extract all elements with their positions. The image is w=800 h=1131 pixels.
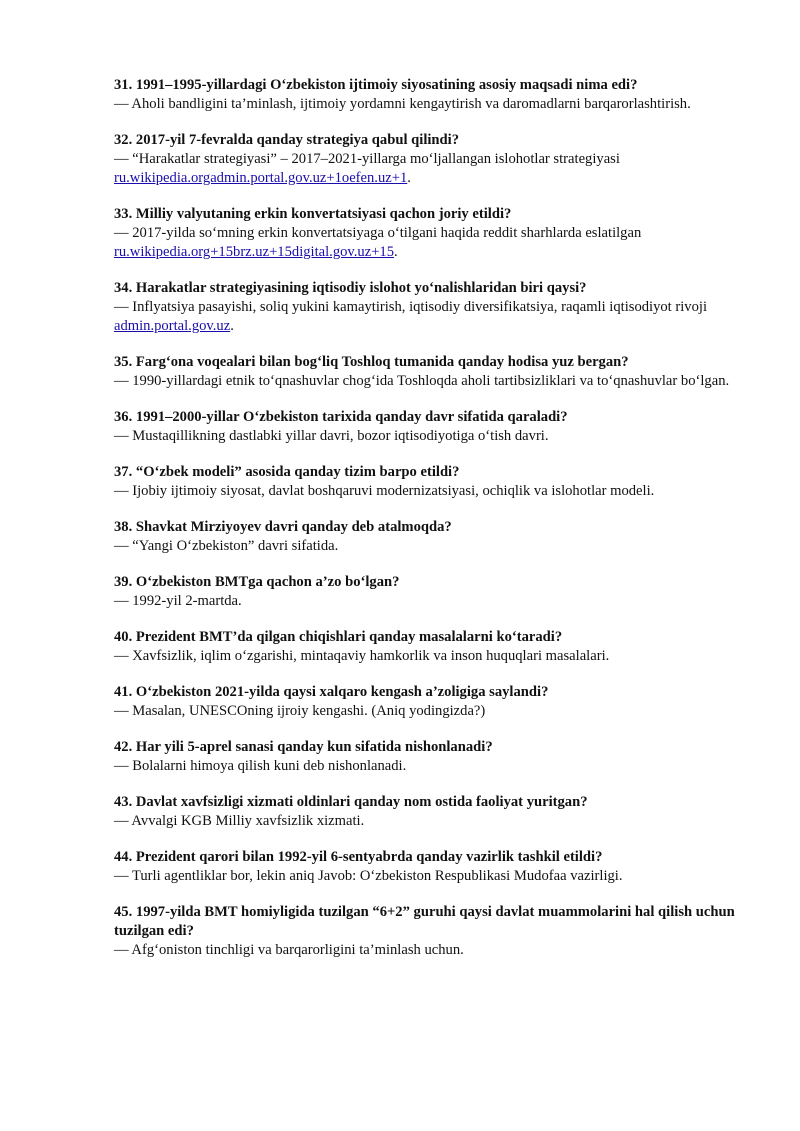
answer-41 bbox=[114, 702, 742, 721]
answer-38 bbox=[114, 537, 742, 556]
qa-item-40 bbox=[114, 628, 742, 666]
qa-item-34 bbox=[114, 279, 742, 336]
question-34: 34. Harakatlar strategiyasining iqtisodiy islohot yo‘nalishlaridan biri qaysi? bbox=[114, 280, 587, 296]
qa-item-31 bbox=[114, 76, 742, 114]
question-39: 39. O‘zbekiston BMTga qachon a’zo bo‘lgan? bbox=[114, 574, 400, 590]
answer-42 bbox=[114, 757, 742, 776]
question-33: 33. Milliy valyutaning erkin konvertatsiyasi qachon joriy etildi? bbox=[114, 206, 512, 222]
answer-35-text: — 1990-yillardagi etnik to‘qnashuvlar chog‘ida Toshloqda aholi tartibsizliklari va to‘qnashuvlar bo‘lgan. bbox=[114, 373, 730, 389]
question-37: 37. “O‘zbek modeli” asosida qanday tizim barpo etildi? bbox=[114, 464, 460, 480]
qa-item-42 bbox=[114, 738, 742, 776]
answer-34-tail: . bbox=[230, 318, 234, 334]
answer-37 bbox=[114, 482, 742, 501]
answer-44 bbox=[114, 867, 742, 886]
answer-33-text: — 2017-yilda so‘mning erkin konvertatsiyaga o‘tilgani haqida reddit sharhlarda eslatilgan bbox=[114, 225, 642, 241]
answer-35 bbox=[114, 372, 742, 391]
answer-42-text: — Bolalarni himoya qilish kuni deb nishonlanadi. bbox=[114, 758, 407, 774]
qa-item-33 bbox=[114, 205, 742, 262]
source-link-34[interactable]: admin.portal.gov.uz bbox=[114, 318, 231, 334]
qa-item-37 bbox=[114, 463, 742, 501]
question-43: 43. Davlat xavfsizligi xizmati oldinlari qanday nom ostida faoliyat yuritgan? bbox=[114, 794, 588, 810]
source-link-32[interactable]: ru.wikipedia.orgadmin.portal.gov.uz+1oefen.uz+1 bbox=[114, 170, 408, 186]
answer-34 bbox=[114, 298, 742, 336]
source-link-33[interactable]: ru.wikipedia.org+15brz.uz+15digital.gov.uz+15 bbox=[114, 244, 395, 260]
answer-36-text: — Mustaqillikning dastlabki yillar davri, bozor iqtisodiyotiga o‘tish davri. bbox=[114, 428, 549, 444]
answer-34-text: — Inflyatsiya pasayishi, soliq yukini kamaytirish, iqtisodiy diversifikatsiya, raqamli iqtisodiyot rivoji bbox=[114, 299, 708, 315]
question-35: 35. Farg‘ona voqealari bilan bog‘liq Toshloq tumanida qanday hodisa yuz bergan? bbox=[114, 354, 629, 370]
answer-44-text: — Turli agentliklar bor, lekin aniq Javob: O‘zbekiston Respublikasi Mudofaa vazirligi. bbox=[114, 868, 623, 884]
answer-31 bbox=[114, 95, 742, 114]
qa-item-43 bbox=[114, 793, 742, 831]
answer-41-text: — Masalan, UNESCOning ijroiy kengashi. (Aniq yodingizda?) bbox=[114, 703, 486, 719]
qa-item-32 bbox=[114, 131, 742, 188]
answer-37-text: — Ijobiy ijtimoiy siyosat, davlat boshqaruvi modernizatsiyasi, ochiqlik va islohotlar modeli. bbox=[114, 483, 655, 499]
answer-43-text: — Avvalgi KGB Milliy xavfsizlik xizmati. bbox=[114, 813, 365, 829]
answer-39-text: — 1992-yil 2-martda. bbox=[114, 593, 242, 609]
answer-31-text: — Aholi bandligini ta’minlash, ijtimoiy yordamni kengaytirish va daromadlarni barqarorlashtirish. bbox=[114, 96, 691, 112]
answer-39 bbox=[114, 592, 742, 611]
question-45: 45. 1997-yilda BMT homiyligida tuzilgan “6+2” guruhi qaysi davlat muammolarini hal qilish uchun tuzilgan edi? bbox=[114, 904, 735, 939]
question-40: 40. Prezident BMT’da qilgan chiqishlari qanday masalalarni ko‘taradi? bbox=[114, 629, 563, 645]
answer-45-text: — Afg‘oniston tinchligi va barqarorligini ta’minlash uchun. bbox=[114, 942, 464, 958]
qa-item-44 bbox=[114, 848, 742, 886]
answer-36 bbox=[114, 427, 742, 446]
qa-item-41 bbox=[114, 683, 742, 721]
answer-43 bbox=[114, 812, 742, 831]
answer-40-text: — Xavfsizlik, iqlim o‘zgarishi, mintaqaviy hamkorlik va inson huquqlari masalalari. bbox=[114, 648, 610, 664]
answer-40 bbox=[114, 647, 742, 666]
question-38: 38. Shavkat Mirziyoyev davri qanday deb atalmoqda? bbox=[114, 519, 452, 535]
qa-item-36 bbox=[114, 408, 742, 446]
question-41: 41. O‘zbekiston 2021-yilda qaysi xalqaro kengash a’zoligiga saylandi? bbox=[114, 684, 549, 700]
qa-item-38 bbox=[114, 518, 742, 556]
qa-item-45 bbox=[114, 903, 742, 960]
answer-45 bbox=[114, 941, 742, 960]
answer-32 bbox=[114, 150, 742, 188]
question-36: 36. 1991–2000-yillar O‘zbekiston tarixida qanday davr sifatida qaraladi? bbox=[114, 409, 568, 425]
question-32: 32. 2017-yil 7-fevralda qanday strategiya qabul qilindi? bbox=[114, 132, 460, 148]
answer-32-tail: . bbox=[407, 170, 411, 186]
qa-item-39 bbox=[114, 573, 742, 611]
answer-32-text: — “Harakatlar strategiyasi” – 2017–2021-yillarga mo‘ljallangan islohotlar strategiyasi bbox=[114, 151, 620, 167]
question-44: 44. Prezident qarori bilan 1992-yil 6-sentyabrda qanday vazirlik tashkil etildi? bbox=[114, 849, 603, 865]
qa-item-35 bbox=[114, 353, 742, 391]
question-31: 31. 1991–1995-yillardagi O‘zbekiston ijtimoiy siyosatining asosiy maqsadi nima edi? bbox=[114, 77, 638, 93]
question-42: 42. Har yili 5-aprel sanasi qanday kun sifatida nishonlanadi? bbox=[114, 739, 493, 755]
answer-33 bbox=[114, 224, 742, 262]
answer-38-text: — “Yangi O‘zbekiston” davri sifatida. bbox=[114, 538, 339, 554]
answer-33-tail: . bbox=[394, 244, 398, 260]
